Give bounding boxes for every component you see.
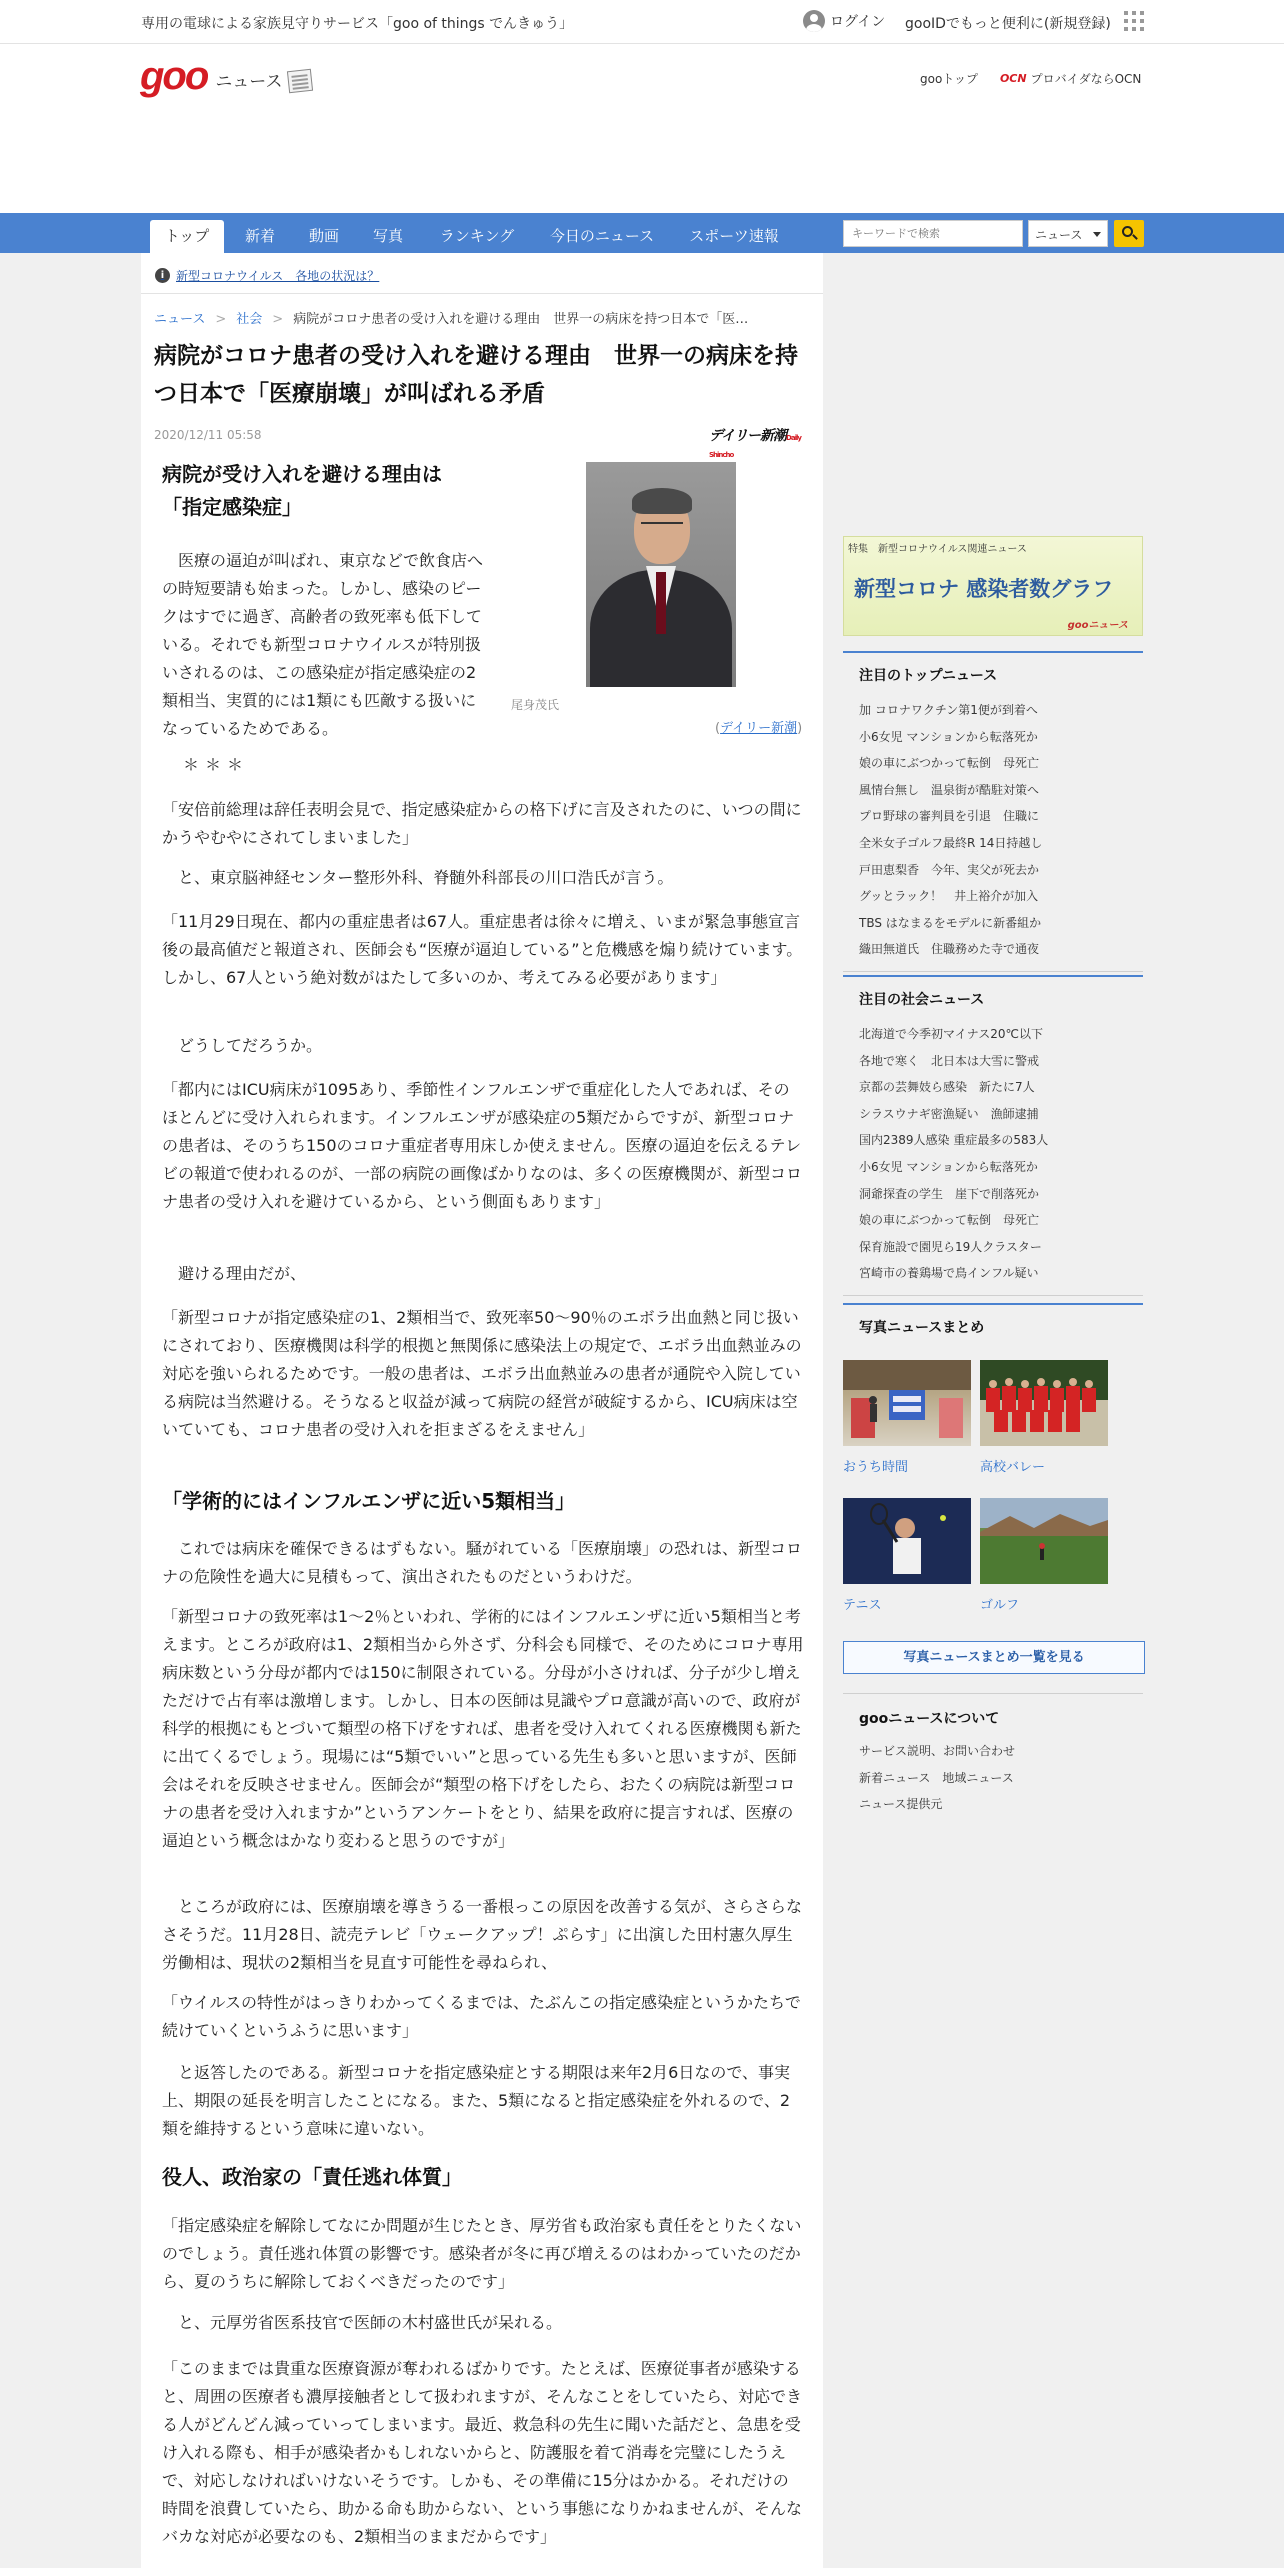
article-subhead: 病院が受け入れを避ける理由は「指定感染症」 [162,462,442,519]
social-news-item[interactable]: 洞爺探査の学生 崖下で削落死か [859,1186,1040,1201]
article-paragraph: どうしてだろうか。 [178,1036,323,1055]
top-news-item[interactable]: 戸田恵梨香 今年、実父が死去か [859,862,1040,877]
credit-link[interactable]: デイリー新潮 [720,721,798,736]
article-paragraph: 医療の逼迫が叫ばれ、東京などで飲食店への時短要請も始まった。しかし、感染のピークはすでに過ぎ、高齢者の致死率も低下している。それでも新型コロナウイルスが特別扱いされるのは、この感染症が指定感染症の2類相当、実質的には1類にも匹敵する扱いになっているためである。 [162,551,483,738]
photo-news-title: 写真ニュースまとめ [859,1320,985,1336]
tab-ranking[interactable]: ランキング [439,227,515,245]
search-scope-value: ニュース [1035,228,1083,242]
about-section [843,1693,1143,1818]
search-scope-select[interactable] [1028,220,1108,247]
photo-caption: 尾身茂氏 [511,698,560,712]
tab-top[interactable]: トップ [150,220,224,253]
photo-thumb-golf[interactable] [980,1498,1108,1584]
about-link[interactable]: サービス説明、お問い合わせ [859,1744,1016,1758]
app-grid-icon[interactable] [1124,11,1144,31]
article-headline: 病院がコロナ患者の受け入れを避ける理由 世界一の病床を持つ日本で「医療崩壊」が叫ばれる矛盾 [154,343,798,407]
photo-thumb-tennis[interactable] [843,1498,971,1584]
top-news-item[interactable]: 小6女児 マンションから転落死か [859,729,1038,744]
login-link[interactable] [803,10,885,32]
ocn-link[interactable]: プロバイダならOCN [1030,72,1142,86]
daily-shincho-logo: デイリー新潮Daily Shincho [709,428,801,459]
tab-photo[interactable]: 写真 [372,227,403,245]
publish-date: 2020/12/11 05:58 [154,428,262,442]
header-links [920,70,1141,87]
breadcrumb-news[interactable]: ニュース [154,312,206,327]
photo-grid [843,1360,1143,1660]
top-news-item[interactable]: 娘の車にぶつかって転倒 母死亡 [859,756,1040,771]
info-icon: i [155,268,170,283]
article-paragraph: 「新型コロナの致死率は1〜2％といわれ、学術的にはインフルエンザに近い5類相当と考えます。ところが政府は1、2類相当から外さず、分科会も同様で、そのためにコロナ専用病床数という分母が都内では150に制限されている。分母が小さければ、分子が少し増えただけで占有率は激増します。しかし、日本の医師は見識やプロ意識が高いので、政府が科学的根拠にもとづいて類型の格下げをすれば、患者を受け入れてくれる医療機関も新たに出てくるでしょう。現場には“5類でいい”と思っている先生も多いと思いますが、医師会はそれを反映させません。医師会が“類型の格下げをしたら、おたくの病院は新型コロナの患者を受け入れますか”というアンケートをとり、結果を政府に提言すれば、医療の逼迫という概念はかなり変わると思うのですが」 [162,1607,804,1850]
top-news-title: 注目のトップニュース [859,668,998,684]
top-news-item[interactable]: グッとラック！ 井上裕介が加入 [859,889,1039,904]
social-news-item[interactable]: 宮崎市の養鶏場で鳥インフル疑い [859,1266,1039,1281]
promo-link[interactable]: 専用の電球による家族見守りサービス「goo of things でんきゅう」 [141,16,574,32]
article-paragraph: 「このままでは貴重な医療資源が奪われるばかりです。たとえば、医療従事者が感染すると、周囲の医療者も濃厚接触者として扱われますが、そんなことをしていたら、対応できる人がどんどん減っていってしまいます。最近、救急科の先生に聞いた話だと、急患を受け入れる際も、相手が感染者かもしれないからと、防護服を着て消毒を完璧にしたうえで、対応しなければいけないそうです。しかも、その準備に15分はかかる。それだけの時間を浪費していたら、助かる命も助からない、という事態になりかねませんが、そんなバカな対応が必要なのも、2類相当のままだからです」 [162,2359,803,2546]
photo-label[interactable]: テニス [843,1598,882,1613]
article-paragraph: 「指定感染症を解除してなにか問題が生じたとき、厚労省も政治家も責任をとりたくないのでしょう。責任逃れ体質の影響です。感染者が冬に再び増えるのはわかっていたのだから、夏のうちに解除しておくべきだったのです」 [162,2216,802,2291]
article-photo [586,462,736,687]
about-link[interactable]: ニュース提供元 [859,1797,943,1812]
site-header [0,44,1284,213]
chevron-down-icon [1093,232,1101,237]
photo-credit: (デイリー新潮) [715,721,803,736]
top-bar [0,0,1284,44]
social-news-item[interactable]: 各地で寒く 北日本は大雪に警戒 [859,1053,1040,1068]
article-paragraph: 避ける理由だが、 [178,1264,307,1283]
article-paragraph: と返答したのである。新型コロナを指定感染症とする期限は来年2月6日なので、事実上、期限の延長を明言したことになる。また、5類になると指定感染症を外れるので、2類を維持するという意味に違いない。 [162,2063,791,2138]
news-logo-text: ニュース [215,72,283,92]
breadcrumb: ニュース > 社会 > 病院がコロナ患者の受け入れを避ける理由 世界一の病床を持つ日本で「医… [154,312,749,327]
newspaper-icon [287,69,313,93]
tennis-player-image [843,1498,971,1584]
article-column [141,253,823,2568]
covid-alert-link[interactable] [155,267,379,284]
social-news-item[interactable]: 北海道で今季初マイナス20℃以下 [859,1027,1044,1041]
article-subhead: 「学術的にはインフルエンザに近い5類相当」 [162,1489,576,1513]
banner-tag: 特集 新型コロナウイルス関連ニュース [848,544,1027,555]
article-paragraph: 「ウイルスの特性がはっきりわかってくるまでは、たぶんこの指定感染症というかたちで続けていくというふうに思います」 [162,1993,801,2040]
register-link[interactable]: gooIDでもっと便利に(新規登録) [905,16,1111,32]
photo-news-more-button[interactable]: 写真ニュースまとめ一覧を見る [843,1641,1145,1674]
goo-logo-text: goo [140,54,208,98]
breadcrumb-society[interactable]: 社会 [236,312,263,327]
login-label: ログイン [830,14,886,30]
photo-label[interactable]: おうち時間 [843,1460,909,1475]
top-news-section [843,651,1143,972]
search-input[interactable] [843,220,1023,247]
banner-title: 新型コロナ 感染者数グラフ [854,577,1114,601]
ad-space [843,265,1143,515]
social-news-item[interactable]: 国内2389人感染 重症最多の583人 [859,1133,1049,1148]
about-link[interactable]: 新着ニュース 地域ニュース [859,1770,1014,1785]
photo-label[interactable]: ゴルフ [980,1598,1020,1613]
top-news-item[interactable]: 全米女子ゴルフ最終R 14日持越し [859,835,1043,850]
top-news-item[interactable]: 織田無道氏 住職務めた寺で通夜 [859,942,1040,957]
top-news-item[interactable]: プロ野球の審判員を引退 住職に [859,809,1040,824]
social-news-item[interactable]: シラスウナギ密漁疑い 漁師逮捕 [859,1106,1039,1121]
section-divider: ＊＊＊ [183,755,250,774]
covid-graph-banner[interactable] [843,536,1143,636]
ocn-logo: OCN [999,72,1027,85]
shopping-shelves-image [843,1360,971,1446]
article-paragraph: と、元厚労省医系技官で医師の木村盛世氏が呆れる。 [178,2313,563,2332]
social-news-item[interactable]: 保育施設で園児ら19人クラスター [859,1239,1042,1254]
social-news-item[interactable]: 小6女児 マンションから転落死か [859,1159,1038,1174]
about-title: gooニュースについて [859,1711,1000,1727]
article-paragraph: ところが政府には、医療崩壊を導きうる一番根っこの原因を改善する気が、さらさらなさそうだ。11月28日、読売テレビ「ウェークアップ！ぷらす」に出演した田村憲久厚生労働相は、現状の2類相当を見直す可能性を尋ねられ、 [162,1897,803,1972]
social-news-title: 注目の社会ニュース [859,992,985,1008]
article-paragraph: 「安倍前総理は辞任表明会見で、指定感染症からの格下げに言及されたのに、いつの間にかうやむやにされてしまいました」 [162,800,802,847]
article-paragraph: と、東京脳神経センター整形外科、脊髄外科部長の川口浩氏が言う。 [178,868,674,887]
article-paragraph: 「新型コロナが指定感染症の1、2類相当で、致死率50〜90％のエボラ出血熱と同じ扱いにされており、医療機関は科学的根拠と無関係に感染法上の規定で、エボラ出血熱並みの対応を強いられるためです。一般の患者は、エボラ出血熱並みの患者が通院や入院している病院は当然避ける。そうなると収益が減って病院の経営が破綻するから、ICU病床は空いていても、コロナ患者の受け入れを拒まざるをえません」 [162,1308,802,1439]
tab-video[interactable]: 動画 [308,227,339,245]
photo-label[interactable]: 高校バレー [980,1460,1046,1475]
goo-news-logo[interactable] [140,54,312,98]
sidebar [823,253,1284,2568]
breadcrumb-current: 病院がコロナ患者の受け入れを避ける理由 世界一の病床を持つ日本で「医… [293,312,749,327]
photo-news-section [843,1303,1143,1349]
volleyball-team-image [980,1360,1108,1446]
social-news-section [843,975,1143,1296]
golf-course-image [980,1498,1108,1584]
goo-top-link[interactable]: gooトップ [920,72,978,86]
covid-alert-label: 新型コロナウイルス 各地の状況は？ [176,269,380,283]
article-paragraph: これでは病床を確保できるはずもない。騒がれている「医療崩壊」の恐れは、新型コロナの危険性を過大に見積もって、演出されたものだというわけだ。 [162,1539,803,1586]
user-icon [803,10,825,32]
social-news-item[interactable]: 娘の車にぶつかって転倒 母死亡 [859,1213,1040,1228]
tab-today[interactable]: 今日のニュース [549,227,655,245]
main-nav [0,213,1284,253]
article-paragraph: 「都内にはICU病床が1095あり、季節性インフルエンザで重症化した人であれば、そのほとんどに受け入れられます。インフルエンザが感染症の5類だからですが、新型コロナの患者は、そのうち150のコロナ重症者専用床しか使えません。医療の逼迫を伝えるテレビの報道で使われるのが、一部の病院の画像ばかりなのは、多くの医療機関が、新型コロナ患者の受け入れを避けているから、という側面もあります」 [162,1080,803,1211]
top-news-item[interactable]: TBS はなまるをモデルに新番組か [859,915,1042,930]
article-subhead: 役人、政治家の「責任逃れ体質」 [162,2165,462,2189]
photo-thumb-ouchi[interactable] [843,1360,971,1446]
social-news-item[interactable]: 京都の芸舞妓ら感染 新たに7人 [859,1080,1035,1095]
tab-new[interactable]: 新着 [244,227,275,245]
article-paragraph: 「11月29日現在、都内の重症患者は67人。重症患者は徐々に増え、いまが緊急事態宣言後の最高値だと報道され、医師会も“医療が逼迫している”と危機感を煽り続けています。しかし、67人という絶対数がはたして多いのか、考えてみる必要があります」 [162,912,803,987]
top-news-item[interactable]: 加 コロナワクチン第1便が到着へ [859,703,1038,717]
banner-brand: gooニュース [1067,620,1128,631]
search-button[interactable] [1114,220,1144,247]
tab-sports[interactable]: スポーツ速報 [689,227,779,245]
top-news-item[interactable]: 風情台無し 温泉街が酷駐対策へ [859,782,1040,797]
photo-thumb-volleyball[interactable] [980,1360,1108,1446]
